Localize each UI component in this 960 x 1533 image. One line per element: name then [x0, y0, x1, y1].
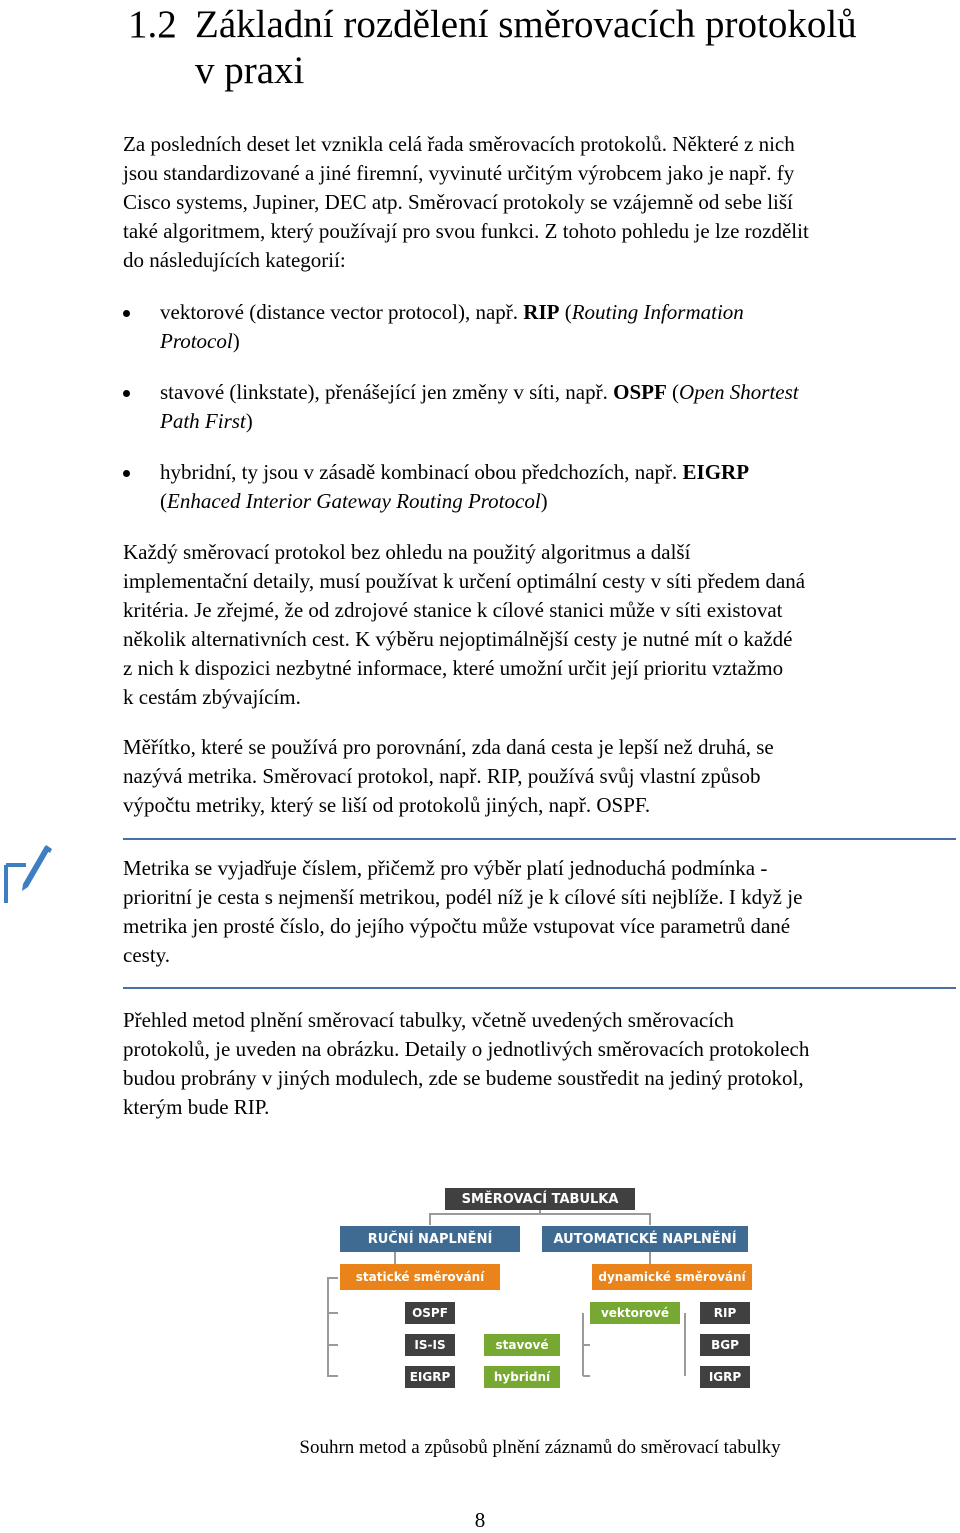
- intro-paragraph: [123, 130, 956, 275]
- paragraph-overview: [123, 1006, 956, 1122]
- section-title-line-2: v praxi: [195, 49, 305, 92]
- dynamic-routing-box: dynamické směrování: [592, 1264, 752, 1290]
- paragraph-line: kritéria. Je zřejmé, že od zdrojové stanice k cílové stanici může v síti existovat: [123, 598, 783, 622]
- paragraph-line: nazývá metrika. Směrovací protokol, např. RIP, používá svůj vlastní způsob: [123, 764, 761, 788]
- paragraph-line: Každý směrovací protokol bez ohledu na použitý algoritmus a další: [123, 540, 691, 564]
- paragraph-line: výpočtu metriky, který se liší od protokolů jiných, např. OSPF.: [123, 793, 651, 817]
- note-top-rule: [123, 838, 956, 840]
- static-routing-box: statické směrování: [340, 1264, 500, 1290]
- paragraph-line: několik alternativních cest. K výběru nejoptimálnější cesty je nutné mít o každé: [123, 627, 793, 651]
- intro-line-4: také algoritmem, který používají pro svou funkci. Z tohoto pohledu je lze rozdělit: [123, 219, 809, 243]
- paragraph-line: implementační detaily, musí používat k určení optimální cesty v síti předem daná: [123, 569, 806, 593]
- type-state-box: stavové: [484, 1334, 560, 1356]
- intro-line-2: jsou standardizované a jiné firemní, vyvinuté určitým výrobcem jako je např. fy: [123, 161, 795, 185]
- paragraph-line: k cestám zbývajícím.: [123, 685, 301, 709]
- automatic-fill-box: AUTOMATICKÉ NAPLNĚNÍ: [542, 1226, 748, 1252]
- paragraph-line: budou probrány v jiných modulech, zde se budeme soustředit na jediný protokol,: [123, 1066, 804, 1090]
- root-routing-table-box: SMĚROVACÍ TABULKA: [445, 1188, 635, 1210]
- section-title-line-1: Základní rozdělení směrovacích protokolů: [195, 3, 857, 46]
- note-paragraph: [123, 854, 956, 970]
- protocol-ospf-box: OSPF: [405, 1302, 455, 1324]
- manual-fill-box: RUČNÍ NAPLNĚNÍ: [340, 1226, 520, 1252]
- bullet-dot: [123, 310, 130, 317]
- bullet-dot: [123, 470, 130, 477]
- paragraph-line: protokolů, je uveden na obrázku. Detaily o jednotlivých směrovacích protokolech: [123, 1037, 810, 1061]
- protocol-bgp-box: BGP: [700, 1334, 750, 1356]
- protocol-igrp-box: IGRP: [700, 1366, 750, 1388]
- protocol-isis-box: IS-IS: [405, 1334, 455, 1356]
- figure-caption: Souhrn metod a způsobů plnění záznamů do směrovací tabulky: [299, 1437, 781, 1458]
- intro-line-5: do následujících kategorií:: [123, 248, 346, 272]
- protocol-eigrp-box: EIGRP: [405, 1366, 455, 1388]
- paragraph-line: Měřítko, které se používá pro porovnání, zda daná cesta je lepší než druhá, se: [123, 735, 774, 759]
- paragraph-line: kterým bude RIP.: [123, 1095, 270, 1119]
- type-hybrid-box: hybridní: [484, 1366, 560, 1388]
- paragraph-criteria: [123, 538, 956, 712]
- paragraph-metric: [123, 733, 956, 820]
- note-line: metrika jen prosté číslo, do jejího výpočtu může vstupovat více parametrů dané: [123, 914, 791, 938]
- page-number: 8: [474, 1508, 486, 1532]
- paragraph-line: z nich k dispozici nezbytné informace, které umožní určit její prioritu vztažmo: [123, 656, 784, 680]
- note-bottom-rule: [123, 987, 956, 989]
- intro-line-1: Za posledních deset let vznikla celá řada směrovacích protokolů. Některé z nich: [123, 132, 795, 156]
- section-number: 1.2: [128, 3, 177, 46]
- paragraph-line: Přehled metod plnění směrovací tabulky, včetně uvedených směrovacích: [123, 1008, 734, 1032]
- routing-table-diagram: [320, 1180, 760, 1395]
- note-line: Metrika se vyjadřuje číslem, přičemž pro výběr platí jednoduchá podmínka -: [123, 856, 768, 880]
- intro-line-3: Cisco systems, Jupiner, DEC atp. Směrovací protokoly se vzájemně od sebe liší: [123, 190, 793, 214]
- protocol-rip-box: RIP: [700, 1302, 750, 1324]
- note-line: prioritní je cesta s nejmenší metrikou, podél níž je k cílové síti nejblíže. I když je: [123, 885, 803, 909]
- bullet-dot: [123, 390, 130, 397]
- note-line: cesty.: [123, 943, 171, 967]
- pencil-note-icon: [2, 845, 54, 907]
- type-vector-box: vektorové: [590, 1302, 680, 1324]
